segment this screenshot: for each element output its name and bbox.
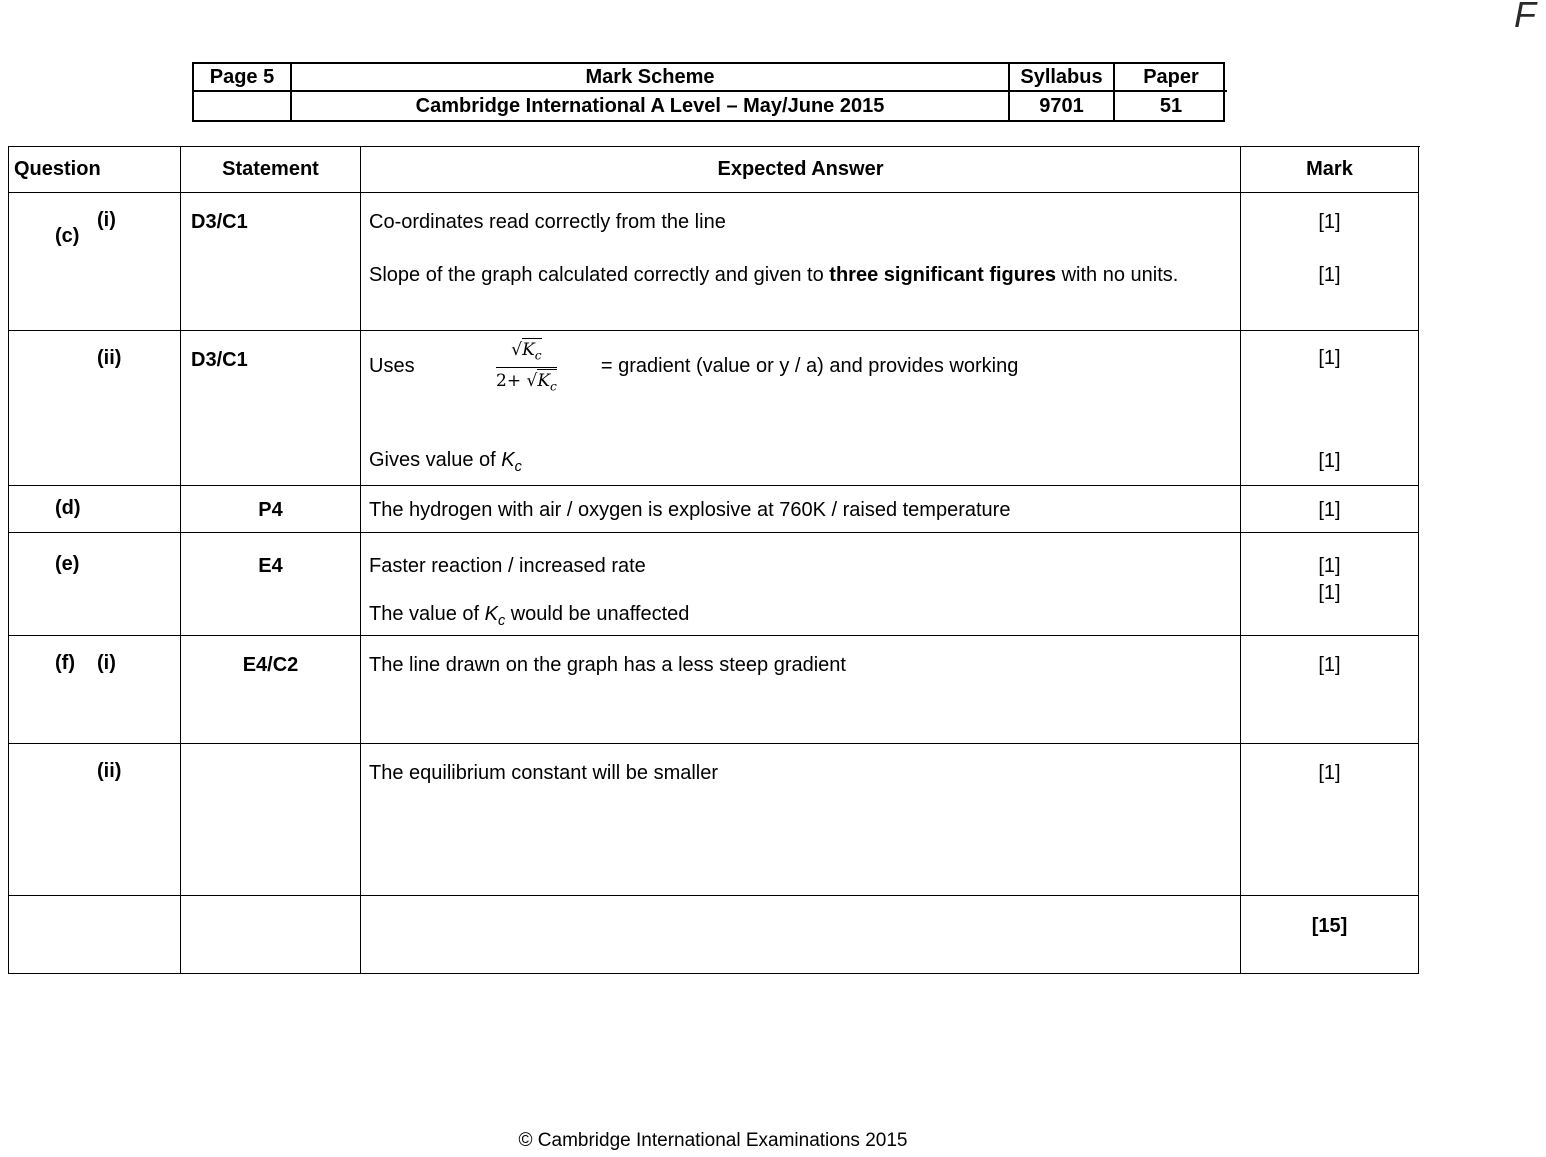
statement-cell-d — [181, 486, 361, 533]
formula-line — [369, 339, 1230, 394]
statement-code: E4 — [258, 555, 283, 577]
statement-cell-total — [181, 896, 361, 974]
fraction-numerator — [496, 339, 557, 368]
sqrt-kc — [522, 338, 542, 363]
paper-value-cell: 51 — [1159, 94, 1183, 117]
mark-cell-e — [1241, 533, 1419, 636]
answer-line — [369, 601, 1230, 635]
expected-answer-column-header: Expected Answer — [361, 147, 1241, 193]
mark-value: [1] — [1318, 264, 1341, 286]
mark-value: [1] — [1318, 211, 1341, 233]
syllabus-value-cell: 9701 — [1010, 92, 1115, 120]
subtitle-cell: Cambridge International A Level – May/June 2015 — [292, 92, 1010, 120]
mark-value: [1] — [1318, 450, 1341, 472]
title-cell: Mark Scheme — [292, 64, 1010, 92]
mark-cell-f-i — [1241, 636, 1419, 744]
answer-segment: Slope of the graph calculated correctly and given to — [369, 264, 830, 286]
answer-cell-f-i — [361, 636, 1241, 744]
answer-cell-c-ii — [361, 331, 1241, 486]
mark-scheme-table — [8, 146, 1420, 974]
question-part-label: (e) — [55, 553, 80, 575]
equation-text: = gradient (value or y / a) and provides working — [600, 355, 1019, 378]
mark-value: [1] — [1318, 499, 1341, 521]
uses-label: Uses — [369, 355, 415, 378]
question-column-header: Question — [9, 147, 181, 193]
answer-segment: Gives value of — [369, 449, 502, 472]
question-cell-f-ii — [9, 744, 181, 896]
paper-label-cell: Paper — [1115, 64, 1227, 92]
answer-cell-total — [361, 896, 1241, 974]
document-header-table — [192, 62, 1225, 122]
mark-value: [1] — [1318, 762, 1341, 784]
statement-cell-e — [181, 533, 361, 636]
mark-value: [1] — [1318, 654, 1341, 676]
sqrt-kc — [537, 369, 557, 394]
question-cell-d — [9, 486, 181, 533]
mark-cell-c-i — [1241, 193, 1419, 331]
radical-sign: √ — [511, 340, 523, 360]
answer-cell-d — [361, 486, 1241, 533]
question-cell-c-i — [9, 193, 181, 331]
question-part-label: (d) — [55, 497, 81, 519]
answer-segment: would be unaffected — [505, 603, 690, 625]
answer-bold-segment: three significant figures — [829, 264, 1057, 286]
kc-subscript: c — [550, 379, 557, 394]
mark-cell-d — [1241, 486, 1419, 533]
answer-cell-f-ii — [361, 744, 1241, 896]
question-part-label: (f) — [55, 652, 75, 674]
question-sub-label: (ii) — [97, 347, 122, 369]
answer-line: Faster reaction / increased rate — [369, 555, 646, 577]
statement-cell-c-i — [181, 193, 361, 331]
denominator-constant: 2+ — [496, 370, 527, 391]
mark-cell-total — [1241, 896, 1419, 974]
statement-code: E4/C2 — [242, 654, 299, 676]
total-mark-value: [15] — [1311, 915, 1348, 937]
empty-header-cell — [194, 92, 292, 120]
mark-value: [1] — [1318, 582, 1341, 604]
kc-symbol: K — [537, 370, 551, 391]
question-sub-label: (i) — [97, 652, 116, 674]
mark-value: [1] — [1318, 555, 1341, 577]
answer-line: The hydrogen with air / oxygen is explosive at 760K / raised temperature — [369, 499, 1011, 521]
syllabus-label-cell: Syllabus — [1010, 64, 1115, 92]
kc-subscript: c — [514, 459, 522, 476]
answer-line: Co-ordinates read correctly from the line — [369, 211, 726, 233]
answer-cell-c-i — [361, 193, 1241, 331]
question-part-label: (c) — [55, 225, 80, 247]
answer-line: The line drawn on the graph has a less steep gradient — [369, 654, 846, 676]
page-number-cell: Page 5 — [194, 64, 292, 92]
fraction-denominator — [496, 368, 557, 395]
corner-watermark-letter: F — [1514, 0, 1536, 35]
statement-code: D3/C1 — [191, 349, 248, 371]
statement-code: P4 — [258, 499, 283, 521]
statement-cell-f-ii — [181, 744, 361, 896]
statement-cell-f-i — [181, 636, 361, 744]
mark-cell-f-ii — [1241, 744, 1419, 896]
mark-cell-c-ii — [1241, 331, 1419, 486]
kc-symbol — [501, 449, 522, 476]
question-sub-label: (ii) — [97, 760, 122, 782]
question-cell-e — [9, 533, 181, 636]
kc-fraction — [496, 339, 557, 394]
radical-sign: √ — [526, 370, 538, 391]
kc-symbol — [484, 603, 506, 629]
statement-column-header: Statement — [181, 147, 361, 193]
kc-symbol: K — [522, 340, 535, 360]
question-cell-c-ii — [9, 331, 181, 486]
answer-line — [369, 447, 1230, 481]
kc-subscript: c — [497, 613, 506, 629]
copyright-footer: © Cambridge International Examinations 2015 — [518, 1130, 908, 1151]
answer-segment: with no units. — [1056, 264, 1179, 286]
answer-line — [369, 262, 1214, 289]
answer-cell-e — [361, 533, 1241, 636]
answer-line: The equilibrium constant will be smaller — [369, 762, 719, 784]
kc-subscript: c — [534, 348, 542, 363]
kc-letter: K — [484, 603, 498, 625]
mark-column-header: Mark — [1241, 147, 1419, 193]
statement-code: D3/C1 — [191, 211, 248, 233]
answer-segment: The value of — [369, 603, 485, 625]
statement-cell-c-ii — [181, 331, 361, 486]
question-sub-label: (i) — [97, 209, 116, 231]
kc-letter: K — [501, 449, 515, 472]
question-cell-total — [9, 896, 181, 974]
mark-value: [1] — [1318, 347, 1341, 369]
question-cell-f-i — [9, 636, 181, 744]
